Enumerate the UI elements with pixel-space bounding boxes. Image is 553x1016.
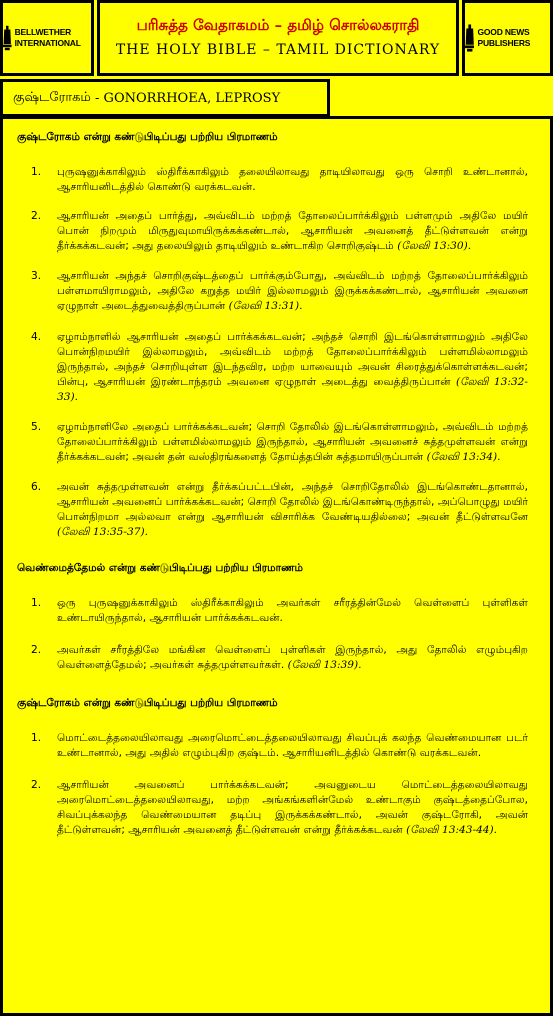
content-panel <box>0 116 553 1016</box>
scripture-reference: (லேவி 13:34). <box>426 451 501 463</box>
good-news-emblem-icon <box>465 18 474 58</box>
verse-text-block <box>57 420 528 465</box>
verse-list <box>17 165 536 540</box>
verse-text: மொட்டைத்தலையிலாவது அரைமொட்டைத்தலையிலாவது சிவப்புக் கலந்த வெண்மையான படர் உண்டானால், அது அதில் எழும்புகிற குஷ்டம். ஆசாரியனிடத்தில் கொண்டு வரக்கடவன். <box>57 732 528 759</box>
verse-text: ஏழாம்நாளில் ஆசாரியன் அதைப் பார்க்கக்கடவன்; அந்தச் சொறி இடங்கொள்ளாமலும் அதிலே பொன்நிறமயிர் இல்லாமலும், அவ்விடம் மற்றத் தோலைப்பார்க்கிலும் பள்ளமில்லாமலும் இருந்தால், அந்தச் சொறியுள்ள இடந்தவிர, மற்ற யாவையும் அவன் சிரைத்துக்கொள்ளக்கடவன்; பின்பு, ஆசாரியன் இரண்டாந்தரம் அவனை ஏழுநாள் அடைத்து வைத்திருப்பான் <box>57 331 528 388</box>
scripture-reference: (லேவி 13:35-37). <box>57 526 148 538</box>
verse-text-block <box>57 269 528 314</box>
verse-list <box>17 731 536 838</box>
verse-number: 6. <box>31 481 42 493</box>
title-tamil: பரிசுத்த வேதாகமம் – தமிழ் சொல்லகராதி <box>136 16 420 34</box>
verse-number: 2. <box>31 644 42 656</box>
verse-item <box>17 596 528 626</box>
scripture-reference: (லேவி 13:31). <box>228 300 303 312</box>
topic-title <box>0 79 330 117</box>
verse-text-block <box>57 209 528 254</box>
verse-text-block <box>57 480 528 540</box>
section-heading: வெண்மைத்தேமல் என்று கண்டுபிடிப்பது பற்றிய பிரமாணம் <box>17 562 303 574</box>
scripture-reference: (லேவி 13:30). <box>397 240 472 252</box>
dictionary-section <box>17 131 536 540</box>
verse-text-block <box>57 596 528 626</box>
verse-number: 1. <box>31 732 42 744</box>
scripture-reference: (லேவி 13:43-44). <box>406 824 498 836</box>
verse-item <box>17 420 528 465</box>
verse-text-block <box>57 165 528 195</box>
verse-item <box>17 330 528 405</box>
verse-text-block <box>57 643 528 673</box>
verse-number: 2. <box>31 210 42 222</box>
verse-text: ஏழாம்நாளிலே அதைப் பார்க்கக்கடவன்; சொறி தோலில் இடங்கொள்ளாமலும், அவ்விடம் மற்றத் தோலைப்பார்க்கிலும் பள்ளமில்லாமலும் இருந்தால், ஆசாரியன் அவனைச் சுத்தமுள்ளவன் என்று தீர்க்கக்கடவன்; அவன் தன் வஸ்திரங்களைத் தோய்த்தபின் சுத்தமாயிருப்பான் <box>57 421 528 463</box>
verse-item <box>17 778 528 838</box>
verse-text: ஆசாரியன் அந்தச் சொறிகுஷ்டத்தைப் பார்க்கும்போது, அவ்விடம் மற்றத் தோலைப்பார்க்கிலும் பள்ளமாயிராமலும், அதிலே கறுத்த மயிர் இல்லாமலும் இருக்கக்கண்டால், ஆசாரியன் அவனை ஏழுநாள் அடைத்துவைத்திருப்பான் <box>57 270 528 312</box>
verse-text-block <box>57 330 528 405</box>
verse-text-block <box>57 731 528 761</box>
good-news-logo <box>462 0 553 76</box>
bellwether-logo-text: BELLWETHER INTERNATIONAL <box>14 27 81 48</box>
bellwether-logo <box>0 0 94 76</box>
verse-text: அவன் சுத்தமுள்ளவன் என்று தீர்க்கப்பட்டபின், அந்தச் சொறிதோலில் இடங்கொண்டதானால், ஆசாரியன் அவனைப் பார்க்கக்கடவன்; சொறி தோலில் இடங்கொண்டிருந்தால், அப்பொழுது மயிர் பொன்நிறமா அல்லவா என்று ஆசாரியன் விசாரிக்க வேண்டியதில்லை; அவன் தீட்டுள்ளவனே <box>57 481 528 523</box>
scripture-reference: (லேவி 13:39). <box>287 659 362 671</box>
title-english: THE HOLY BIBLE – TAMIL DICTIONARY <box>115 42 441 58</box>
verse-number: 1. <box>31 166 42 178</box>
verse-item <box>17 209 528 254</box>
verse-item <box>17 480 528 540</box>
verse-text: புருஷனுக்காகிலும் ஸ்திரீக்காகிலும் தலையிலாவது தாடியிலாவது ஒரு சொறி உண்டானால், ஆசாரியனிடத்தில் கொண்டு வரக்கடவன். <box>57 166 528 193</box>
verse-item <box>17 165 528 195</box>
good-news-logo-text: GOOD NEWS PUBLISHERS <box>477 27 531 48</box>
verse-number: 3. <box>31 270 42 282</box>
verse-number: 5. <box>31 421 42 433</box>
verse-item <box>17 731 528 761</box>
verse-list <box>17 596 536 673</box>
verse-number: 2. <box>31 779 42 791</box>
verse-text: ஆசாரியன் அவனைப் பார்க்கக்கடவன்; அவனுடைய மொட்டைத்தலையிலாவது அரைமொட்டைத்தலையிலாவது, மற்ற அங்கங்களின்மேல் உண்டாகும் குஷ்டத்தைப்போல, சிவப்புக்கலந்த வெண்மையான தடிப்பு இருக்கக்கண்டால், அவன் குஷ்டரோகி, அவன் தீட்டுள்ளவன்; ஆசாரியன் அவனைத் தீட்டுள்ளவன் என்று தீர்க்கக்கடவன் <box>57 779 528 836</box>
verse-number: 4. <box>31 331 42 343</box>
verse-item <box>17 269 528 314</box>
verse-text: அவர்கள் சரீரத்திலே மங்கின வெள்ளைப் புள்ளிகள் இருந்தால், அது தோலில் எழும்புகிற வெள்ளைத்தேமல்; அவர்கள் சுத்தமுள்ளவர்கள். <box>57 644 528 671</box>
scripture-reference: (லேவி 13:32-33). <box>57 376 528 403</box>
verse-text: ஒரு புருஷனுக்காகிலும் ஸ்திரீக்காகிலும் அவர்கள் சரீரத்தின்மேல் வெள்ளைப் புள்ளிகள் உண்டாயிருந்தால், ஆசாரியன் பார்க்கக்கடவன். <box>57 597 528 624</box>
dictionary-section <box>17 562 536 673</box>
section-heading: குஷ்டரோகம் என்று கண்டுபிடிப்பது பற்றிய பிரமாணம் <box>17 697 278 709</box>
topic-english: - GONORRHOEA, LEPROSY <box>95 90 281 106</box>
page-header <box>0 0 553 80</box>
dictionary-section <box>17 697 536 838</box>
section-heading: குஷ்டரோகம் என்று கண்டுபிடிப்பது பற்றிய பிரமாணம் <box>17 131 278 143</box>
title-banner <box>97 0 459 76</box>
topic-tamil: குஷ்டரோகம் <box>13 90 91 105</box>
verse-text: ஆசாரியன் அதைப் பார்த்து, அவ்விடம் மற்றத் தோலைப்பார்க்கிலும் பள்ளமும் அதிலே மயிர் பொன் நிறமும் மிருதுவுமாயிருக்கக்கண்டால், ஆசாரியன் அவனைத் தீட்டுள்ளவன் என்று தீர்க்கக்கடவன்; அது தலையிலும் தாடியிலும் உண்டாகிற சொறிகுஷ்டம் <box>57 210 528 252</box>
verse-text-block <box>57 778 528 838</box>
verse-number: 1. <box>31 597 42 609</box>
verse-item <box>17 643 528 673</box>
bellwether-emblem-icon <box>3 18 12 58</box>
